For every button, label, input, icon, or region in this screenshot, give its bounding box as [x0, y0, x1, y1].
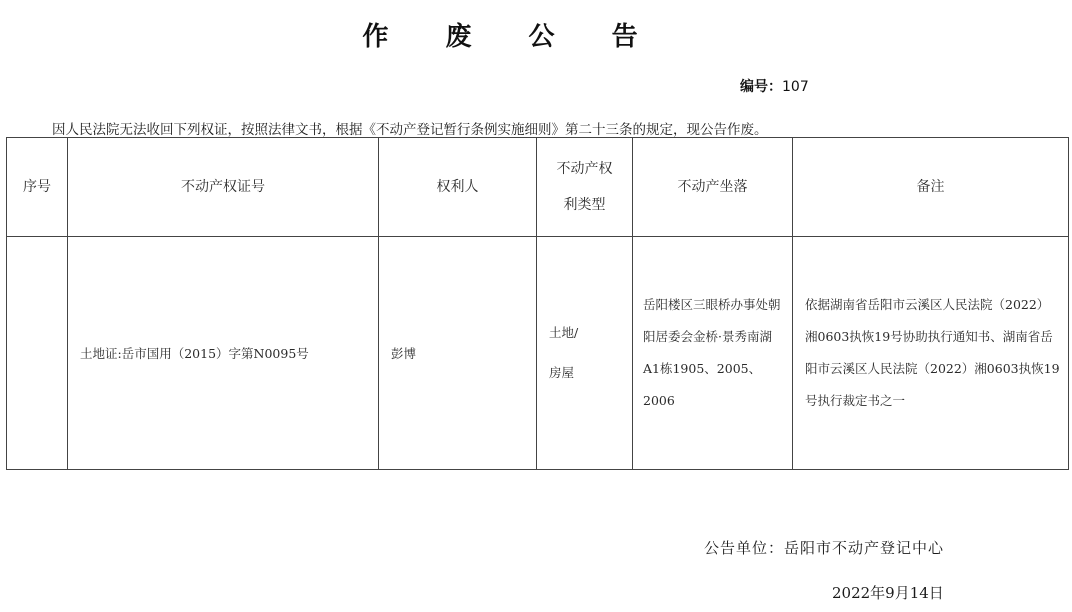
cell-right-type-line1: 土地/: [549, 325, 579, 340]
header-location: 不动产坐落: [633, 138, 793, 237]
intro-text: 因人民法院无法收回下列权证，按照法律文书，根据《不动产登记暂行条例实施细则》第二十三条的规定，现公告作废。: [52, 122, 768, 138]
cell-index: [7, 237, 68, 470]
header-right-type: [537, 138, 633, 237]
header-index: 序号: [7, 138, 68, 237]
header-holder: 权利人: [379, 138, 537, 237]
header-note: 备注: [793, 138, 1069, 237]
table-row: [7, 237, 1069, 470]
serial-number: [740, 76, 809, 96]
serial-label: 编号：: [740, 79, 782, 95]
serial-value: 107: [782, 79, 809, 95]
cell-location: 岳阳楼区三眼桥办事处朝阳居委会金桥·景秀南湖A1栋1905、2005、2006: [633, 237, 793, 470]
cell-note: 依据湖南省岳阳市云溪区人民法院（2022）湘0603执恢19号协助执行通知书、湖南省岳阳市云溪区人民法院（2022）湘0603执恢19号执行裁定书之一: [793, 237, 1069, 470]
page-title: 作 废 公 告: [362, 22, 662, 52]
cell-right-type: [537, 237, 633, 470]
issuing-unit: 公告单位：岳阳市不动产登记中心: [704, 539, 945, 557]
certificate-table: [6, 137, 1069, 470]
cell-cert-no: 土地证:岳市国用（2015）字第N0095号: [68, 237, 379, 470]
cell-holder: 彭博: [379, 237, 537, 470]
header-cert-no: 不动产权证号: [68, 138, 379, 237]
issue-date: 2022年9月14日: [832, 584, 944, 602]
header-right-type-line1: 不动产权: [556, 161, 613, 177]
cell-right-type-line2: 房屋: [549, 365, 575, 380]
header-right-type-line2: 利类型: [563, 197, 606, 213]
table-header-row: [7, 138, 1069, 237]
